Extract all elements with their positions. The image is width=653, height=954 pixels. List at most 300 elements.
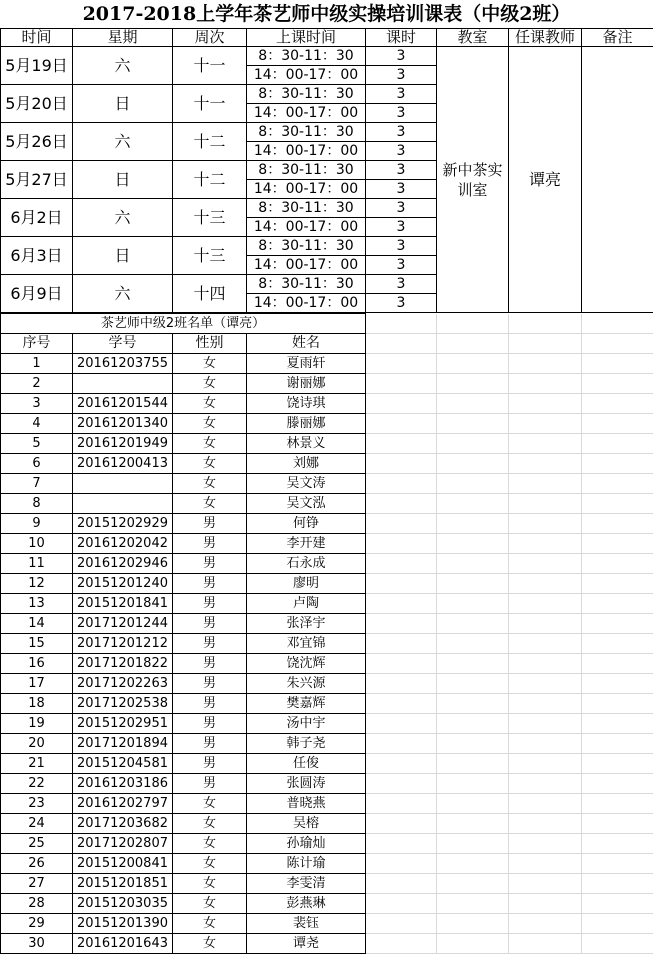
student-name: 陈计瑜 [247,854,366,874]
student-no: 1 [1,354,73,374]
empty-cell [366,794,437,814]
empty-cell [366,574,437,594]
student-gender: 女 [173,434,247,454]
student-name: 樊嘉辉 [247,694,366,714]
empty-cell [582,594,653,614]
empty-cell [582,334,653,354]
weekday-cell: 六 [73,47,173,85]
student-row [1,394,653,414]
empty-cell [366,854,437,874]
empty-cell [366,674,437,694]
student-gender: 女 [173,374,247,394]
student-no: 4 [1,414,73,434]
empty-cell [437,714,509,734]
empty-cell [582,394,653,414]
student-no: 22 [1,774,73,794]
empty-cell [582,874,653,894]
student-gender: 男 [173,654,247,674]
student-row [1,514,653,534]
student-row [1,674,653,694]
student-gender: 女 [173,414,247,434]
empty-cell [509,654,582,674]
class-time-cell: 14：00-17：00 [247,142,366,161]
empty-cell [366,354,437,374]
remark-cell [582,47,653,313]
student-no: 8 [1,494,73,514]
student-row [1,814,653,834]
student-id: 20171202538 [73,694,173,714]
empty-cell [366,474,437,494]
empty-cell [582,474,653,494]
student-id: 20171201244 [73,614,173,634]
class-time-cell: 14：00-17：00 [247,218,366,237]
empty-cell [582,494,653,514]
date-cell: 5月19日 [1,47,73,85]
student-no: 30 [1,934,73,954]
empty-cell [582,754,653,774]
empty-cell [437,874,509,894]
empty-cell [509,394,582,414]
student-no: 15 [1,634,73,654]
student-name: 裴钰 [247,914,366,934]
empty-cell [366,634,437,654]
empty-cell [366,914,437,934]
empty-cell [366,494,437,514]
empty-cell [437,774,509,794]
class-time-cell: 8：30-11：30 [247,161,366,180]
week-cell: 十一 [173,85,247,123]
date-cell: 5月20日 [1,85,73,123]
empty-cell [437,474,509,494]
empty-cell [366,614,437,634]
empty-cell [582,414,653,434]
empty-cell [366,814,437,834]
class-time-cell: 14：00-17：00 [247,256,366,275]
empty-cell [437,854,509,874]
empty-cell [366,874,437,894]
student-id: 20151202951 [73,714,173,734]
week-cell: 十三 [173,199,247,237]
weekday-cell: 日 [73,237,173,275]
empty-cell [582,734,653,754]
empty-cell [366,754,437,774]
student-no: 12 [1,574,73,594]
student-gender: 男 [173,554,247,574]
class-time-cell: 8：30-11：30 [247,85,366,104]
student-no: 16 [1,654,73,674]
student-gender: 女 [173,854,247,874]
empty-cell [437,454,509,474]
student-row [1,834,653,854]
student-gender: 女 [173,394,247,414]
student-row [1,694,653,714]
empty-cell [366,714,437,734]
student-gender: 女 [173,454,247,474]
empty-cell [509,854,582,874]
student-id: 20161201544 [73,394,173,414]
student-name: 廖明 [247,574,366,594]
student-name: 谢丽娜 [247,374,366,394]
student-no: 21 [1,754,73,774]
class-time-cell: 14：00-17：00 [247,180,366,199]
empty-cell [582,354,653,374]
date-cell: 6月9日 [1,275,73,313]
student-id: 20161203755 [73,354,173,374]
empty-cell [366,594,437,614]
empty-cell [437,794,509,814]
empty-cell [509,494,582,514]
empty-cell [366,414,437,434]
student-id [73,374,173,394]
student-name: 邓宜锦 [247,634,366,654]
empty-cell [582,714,653,734]
classroom-cell: 新中茶实训室 [437,47,509,313]
empty-cell [437,534,509,554]
empty-cell [437,654,509,674]
class-time-cell: 8：30-11：30 [247,237,366,256]
weekday-cell: 六 [73,275,173,313]
empty-cell [509,374,582,394]
student-id: 20161202042 [73,534,173,554]
empty-cell [582,834,653,854]
empty-cell [366,454,437,474]
student-no: 6 [1,454,73,474]
empty-cell [366,894,437,914]
student-id: 20161201949 [73,434,173,454]
student-id: 20161201643 [73,934,173,954]
empty-cell [437,694,509,714]
empty-cell [509,774,582,794]
week-cell: 十二 [173,123,247,161]
student-name: 石永成 [247,554,366,574]
empty-cell [582,634,653,654]
hours-cell: 3 [366,199,437,218]
student-row [1,534,653,554]
empty-cell [582,894,653,914]
empty-cell [509,694,582,714]
empty-cell [509,674,582,694]
student-row [1,454,653,474]
student-no: 19 [1,714,73,734]
empty-cell [509,514,582,534]
empty-cell [582,454,653,474]
student-name: 吴文涛 [247,474,366,494]
empty-cell [582,674,653,694]
roster-title: 茶艺师中级2班名单（谭亮） [1,314,366,334]
header-no: 序号 [1,334,73,354]
header-remark: 备注 [582,29,653,47]
empty-cell [582,654,653,674]
date-cell: 6月2日 [1,199,73,237]
empty-cell [582,794,653,814]
student-name: 滕丽娜 [247,414,366,434]
header-week: 周次 [173,29,247,47]
empty-cell [437,414,509,434]
empty-cell [509,874,582,894]
empty-cell [437,574,509,594]
student-no: 27 [1,874,73,894]
student-gender: 男 [173,734,247,754]
header-class-time: 上课时间 [247,29,366,47]
student-name: 吴文泓 [247,494,366,514]
hours-cell: 3 [366,66,437,85]
hours-cell: 3 [366,256,437,275]
empty-cell [509,474,582,494]
student-name: 饶沈辉 [247,654,366,674]
header-student-id: 学号 [73,334,173,354]
empty-cell [437,354,509,374]
student-no: 17 [1,674,73,694]
student-name: 彭燕琳 [247,894,366,914]
student-no: 10 [1,534,73,554]
empty-cell [437,314,509,334]
student-row [1,474,653,494]
student-name: 李雯清 [247,874,366,894]
hours-cell: 3 [366,275,437,294]
student-no: 3 [1,394,73,414]
student-gender: 男 [173,514,247,534]
empty-cell [366,834,437,854]
empty-cell [437,614,509,634]
hours-cell: 3 [366,161,437,180]
empty-cell [509,834,582,854]
empty-cell [437,934,509,954]
student-gender: 女 [173,874,247,894]
student-gender: 女 [173,834,247,854]
header-name: 姓名 [247,334,366,354]
week-cell: 十二 [173,161,247,199]
empty-cell [366,694,437,714]
student-id: 20151201841 [73,594,173,614]
schedule-row [1,47,653,66]
student-row [1,734,653,754]
student-no: 25 [1,834,73,854]
student-row [1,574,653,594]
student-row [1,794,653,814]
student-name: 孙瑜灿 [247,834,366,854]
header-classroom: 教室 [437,29,509,47]
empty-cell [509,614,582,634]
student-id: 20151201390 [73,914,173,934]
student-name: 李开建 [247,534,366,554]
empty-cell [509,894,582,914]
empty-cell [366,314,437,334]
student-row [1,854,653,874]
header-weekday: 星期 [73,29,173,47]
student-row [1,434,653,454]
student-id [73,474,173,494]
student-no: 13 [1,594,73,614]
student-gender: 女 [173,914,247,934]
student-gender: 男 [173,574,247,594]
empty-cell [582,434,653,454]
empty-cell [509,434,582,454]
empty-cell [366,534,437,554]
class-time-cell: 8：30-11：30 [247,275,366,294]
student-no: 29 [1,914,73,934]
student-gender: 女 [173,934,247,954]
weekday-cell: 六 [73,199,173,237]
empty-cell [582,774,653,794]
student-id: 20151200841 [73,854,173,874]
student-no: 23 [1,794,73,814]
student-gender: 男 [173,694,247,714]
date-cell: 6月3日 [1,237,73,275]
empty-cell [437,374,509,394]
student-no: 5 [1,434,73,454]
class-time-cell: 8：30-11：30 [247,123,366,142]
student-row [1,754,653,774]
student-row [1,934,653,954]
student-gender: 男 [173,614,247,634]
hours-cell: 3 [366,123,437,142]
empty-cell [437,434,509,454]
student-name: 林景义 [247,434,366,454]
student-id: 20151201240 [73,574,173,594]
student-name: 饶诗琪 [247,394,366,414]
hours-cell: 3 [366,104,437,123]
empty-cell [582,914,653,934]
page-title: 2017-2018上学年茶艺师中级实操培训课表（中级2班） [0,0,653,28]
class-time-cell: 8：30-11：30 [247,199,366,218]
empty-cell [582,514,653,534]
student-id: 20171201894 [73,734,173,754]
student-id: 20151203035 [73,894,173,914]
student-gender: 男 [173,634,247,654]
weekday-cell: 日 [73,85,173,123]
hours-cell: 3 [366,237,437,256]
student-row [1,774,653,794]
student-row [1,354,653,374]
empty-cell [509,754,582,774]
student-name: 谭尧 [247,934,366,954]
empty-cell [582,814,653,834]
header-date: 时间 [1,29,73,47]
student-name: 夏雨轩 [247,354,366,374]
week-cell: 十三 [173,237,247,275]
student-name: 何铮 [247,514,366,534]
student-name: 吴榕 [247,814,366,834]
empty-cell [366,934,437,954]
student-id: 20171201822 [73,654,173,674]
roster-table [0,313,653,954]
student-gender: 女 [173,354,247,374]
empty-cell [366,554,437,574]
student-no: 18 [1,694,73,714]
empty-cell [437,594,509,614]
empty-cell [366,374,437,394]
student-gender: 女 [173,494,247,514]
header-teacher: 任课教师 [509,29,582,47]
student-gender: 男 [173,774,247,794]
empty-cell [582,534,653,554]
student-no: 14 [1,614,73,634]
empty-cell [509,934,582,954]
class-time-cell: 14：00-17：00 [247,294,366,313]
week-cell: 十一 [173,47,247,85]
student-no: 26 [1,854,73,874]
empty-cell [509,554,582,574]
student-id: 20151204581 [73,754,173,774]
hours-cell: 3 [366,180,437,199]
student-gender: 女 [173,894,247,914]
empty-cell [582,314,653,334]
student-row [1,554,653,574]
student-id: 20151202929 [73,514,173,534]
empty-cell [366,334,437,354]
date-cell: 5月26日 [1,123,73,161]
student-id: 20151201851 [73,874,173,894]
student-no: 28 [1,894,73,914]
student-id: 20161200413 [73,454,173,474]
student-row [1,414,653,434]
student-no: 20 [1,734,73,754]
student-gender: 男 [173,754,247,774]
student-name: 张泽宇 [247,614,366,634]
student-gender: 男 [173,674,247,694]
student-row [1,914,653,934]
student-gender: 女 [173,474,247,494]
empty-cell [509,454,582,474]
hours-cell: 3 [366,47,437,66]
empty-cell [509,814,582,834]
student-row [1,874,653,894]
class-time-cell: 8：30-11：30 [247,47,366,66]
date-cell: 5月27日 [1,161,73,199]
empty-cell [437,814,509,834]
empty-cell [437,334,509,354]
empty-cell [582,854,653,874]
student-id: 20161202797 [73,794,173,814]
student-id: 20171201212 [73,634,173,654]
empty-cell [509,334,582,354]
student-name: 韩子尧 [247,734,366,754]
empty-cell [366,654,437,674]
header-gender: 性别 [173,334,247,354]
student-name: 张圆涛 [247,774,366,794]
class-time-cell: 14：00-17：00 [247,66,366,85]
empty-cell [366,434,437,454]
student-row [1,614,653,634]
empty-cell [509,574,582,594]
student-no: 2 [1,374,73,394]
week-cell: 十四 [173,275,247,313]
student-row [1,714,653,734]
weekday-cell: 日 [73,161,173,199]
student-no: 11 [1,554,73,574]
student-name: 卢陶 [247,594,366,614]
hours-cell: 3 [366,218,437,237]
student-row [1,374,653,394]
empty-cell [437,494,509,514]
student-name: 刘娜 [247,454,366,474]
empty-cell [582,934,653,954]
empty-cell [582,374,653,394]
empty-cell [437,674,509,694]
empty-cell [437,394,509,414]
student-no: 24 [1,814,73,834]
empty-cell [437,554,509,574]
empty-cell [509,534,582,554]
empty-cell [437,514,509,534]
class-time-cell: 14：00-17：00 [247,104,366,123]
roster-header-row [1,334,653,354]
empty-cell [509,634,582,654]
student-row [1,894,653,914]
student-name: 汤中宇 [247,714,366,734]
student-row [1,654,653,674]
empty-cell [582,554,653,574]
